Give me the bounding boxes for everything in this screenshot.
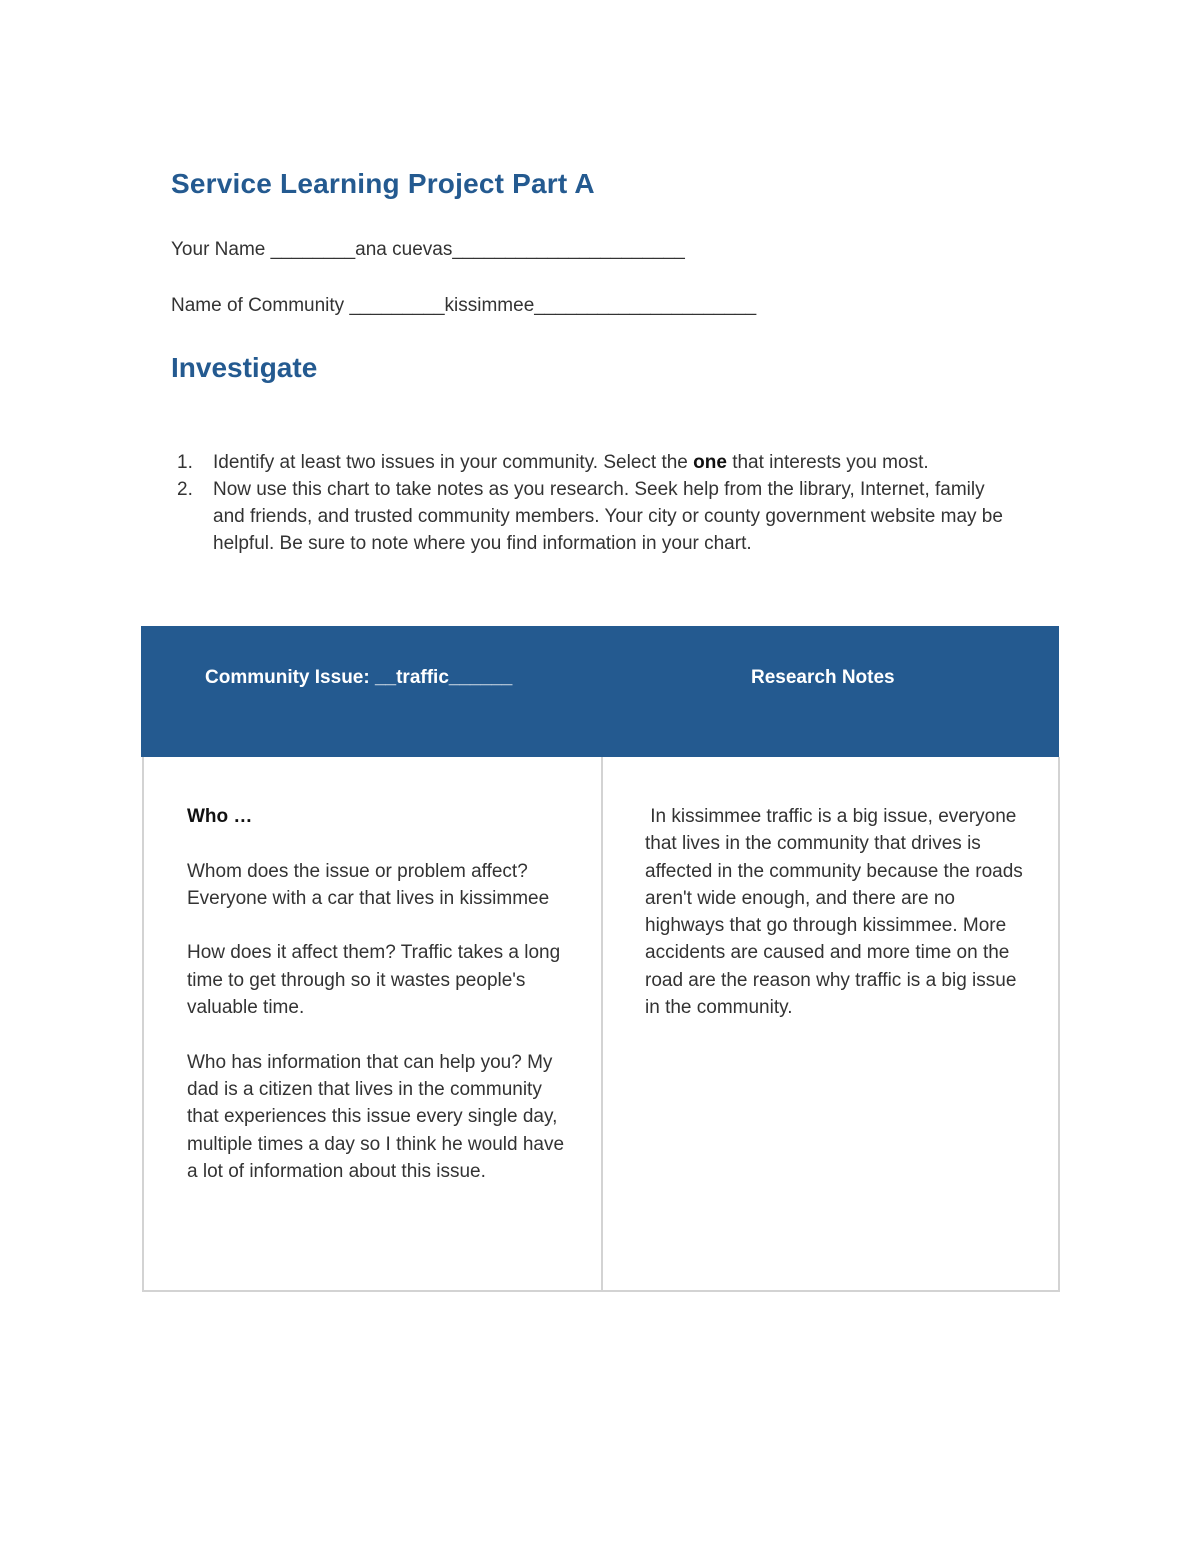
instruction-item-2	[171, 476, 1011, 557]
step-text: Identify at least two issues in your community. Select the	[213, 452, 694, 473]
who-answer-effect: How does it affect them? Traffic takes a long time to get through so it wastes people's valuable time.	[187, 942, 561, 1019]
step-text: Now use this chart to take notes as you research. Seek help from the library, Internet, family and friends, and trusted community members. Your city or county government website may be helpful. Be sure to note where you find information in your chart.	[213, 479, 1003, 554]
instruction-list	[171, 449, 1011, 557]
header-community-issue: Community Issue: __traffic______	[205, 667, 513, 688]
instruction-item-1	[171, 449, 1011, 476]
page-title: Service Learning Project Part A	[171, 168, 595, 199]
research-notes-cell	[601, 757, 1060, 1292]
table-header	[141, 626, 1059, 757]
your-name-field: Your Name ________ana cuevas______________________	[171, 239, 685, 260]
who-answer-affected: Whom does the issue or problem affect? Everyone with a car that lives in kissimmee	[187, 860, 550, 909]
step-number: 2.	[177, 479, 193, 500]
step-emphasis: one	[693, 452, 727, 473]
section-heading-investigate: Investigate	[171, 352, 318, 383]
step-number: 1.	[177, 452, 193, 473]
step-text: that interests you most.	[726, 452, 929, 473]
who-answer-information: Who has information that can help you? My dad is a citizen that lives in the community that experiences this issue every single day, multiple times a day so I think he would have a lot of information about this issue.	[187, 1051, 565, 1182]
community-name-field: Name of Community _________kissimmee_____________________	[171, 295, 757, 316]
research-table	[141, 626, 1060, 1294]
research-notes-text: In kissimmee traffic is a big issue, everyone that lives in the community that drives is affected in the community because the roads aren't wide enough, and there are no highways that go through kissimmee. More accidents are caused and more time on the road are the reason why traffic is a big issue in the community.	[645, 806, 1029, 1019]
who-heading: Who …	[187, 806, 253, 827]
who-cell	[142, 757, 603, 1292]
header-research-notes: Research Notes	[751, 667, 895, 688]
